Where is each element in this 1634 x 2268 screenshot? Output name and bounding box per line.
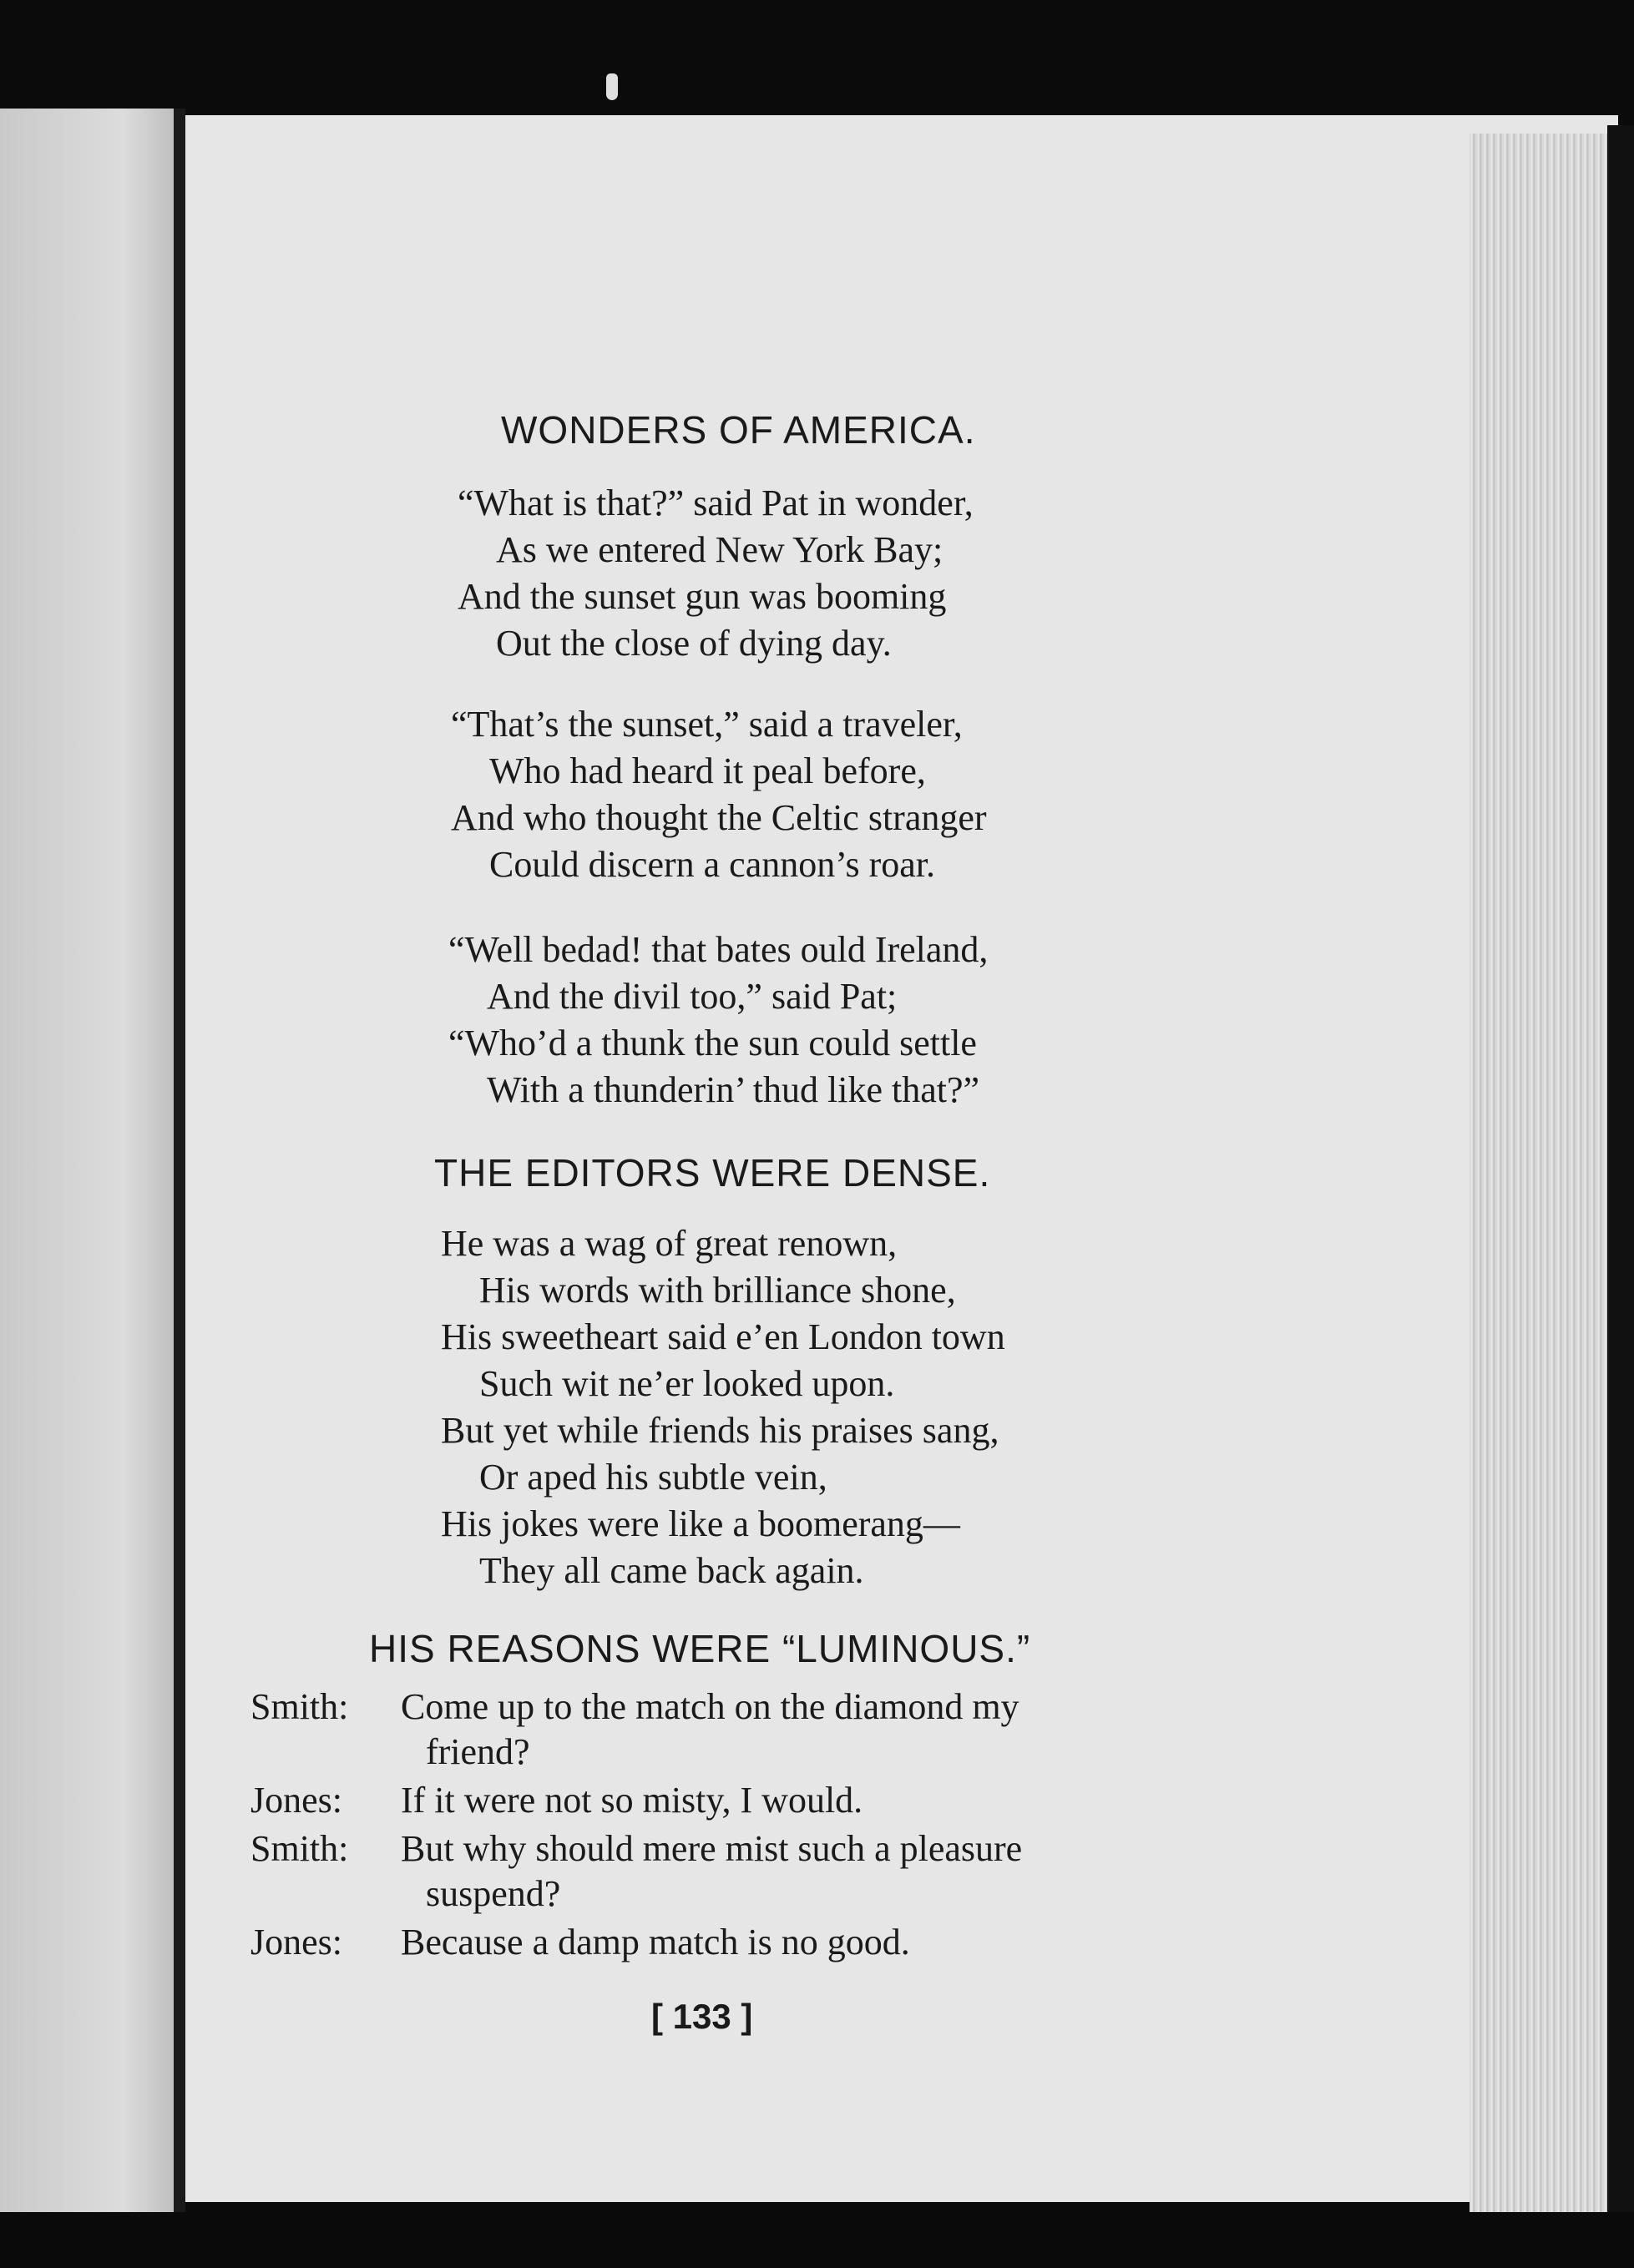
verse-line: With a thunderin’ thud like that?” (487, 1069, 980, 1110)
verse-line: His sweetheart said e’en London town (441, 1316, 1005, 1357)
stanza (448, 927, 988, 1114)
scan-border (0, 2212, 1634, 2268)
speech-line: Because a damp match is no good. (401, 1922, 910, 1962)
poem-title: WONDERS OF AMERICA. (501, 408, 976, 452)
speaker-label: Jones: (250, 1922, 342, 1962)
verse-line: Could discern a cannon’s roar. (489, 844, 935, 885)
ink-spot (606, 73, 618, 100)
dialogue (250, 1685, 1219, 1965)
verse-line: “That’s the sunset,” said a traveler, (451, 704, 963, 745)
verse-line: Or aped his subtle vein, (479, 1457, 827, 1498)
verse-line: And the divil too,” said Pat; (487, 976, 898, 1017)
verse-line: They all came back again. (479, 1550, 864, 1591)
facing-page (0, 109, 177, 2212)
speaker-label: Smith: (250, 1686, 349, 1727)
speech (401, 1778, 1219, 1823)
verse-line: Out the close of dying day. (496, 623, 892, 664)
verse-line: His words with brilliance shone, (479, 1270, 956, 1311)
verse-line: As we entered New York Bay; (496, 529, 943, 570)
speech (401, 1920, 1219, 1965)
page-fore-edge (1470, 134, 1620, 2212)
stanza (458, 480, 974, 667)
dialogue-row (250, 1920, 1219, 1965)
poem-title: HIS REASONS WERE “LUMINOUS.” (369, 1627, 1031, 1670)
dialogue-row (250, 1826, 1219, 1917)
verse-line: “Who’d a thunk the sun could settle (448, 1023, 977, 1063)
verse-line: And the sunset gun was booming (458, 576, 947, 617)
verse-line: “Well bedad! that bates ould Ireland, (448, 929, 989, 970)
book-gutter (174, 109, 185, 2212)
stanza (441, 1220, 1005, 1594)
verse-line: And who thought the Celtic stranger (451, 797, 987, 838)
stanza (451, 701, 987, 888)
verse-line: He was a wag of great renown, (441, 1223, 898, 1264)
verse-line: “What is that?” said Pat in wonder, (458, 482, 974, 523)
dialogue-row (250, 1685, 1219, 1775)
speaker-label: Jones: (250, 1780, 342, 1821)
verse-line: But yet while friends his praises sang, (441, 1410, 999, 1451)
speech-line: But why should mere mist such a pleasure (401, 1828, 1023, 1869)
poem-title: THE EDITORS WERE DENSE. (434, 1151, 991, 1195)
speech (401, 1826, 1219, 1917)
speech-continuation: friend? (426, 1731, 530, 1772)
speech-continuation: suspend? (426, 1873, 561, 1914)
edge-shadow (1607, 125, 1634, 2220)
dialogue-row (250, 1778, 1219, 1823)
speech (401, 1685, 1219, 1775)
speech-line: Come up to the match on the diamond my (401, 1686, 1019, 1727)
verse-line: Who had heard it peal before, (489, 750, 926, 791)
verse-line: His jokes were like a boomerang— (441, 1503, 960, 1544)
speech-line: If it were not so misty, I would. (401, 1780, 863, 1821)
verse-line: Such wit ne’er looked upon. (479, 1363, 895, 1404)
speaker-label: Smith: (250, 1828, 349, 1869)
page-number: [ 133 ] (651, 1997, 753, 2036)
